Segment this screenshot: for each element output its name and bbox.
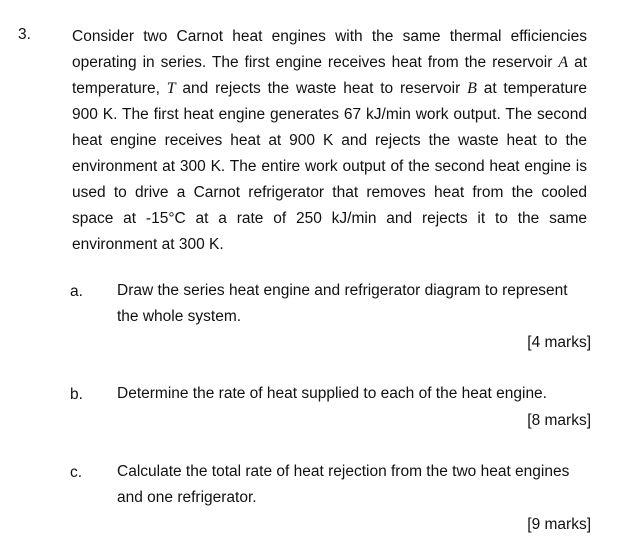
question-stem <box>72 24 587 258</box>
part-c-label: c. <box>70 464 83 481</box>
stem-text-2: at temperature, <box>72 54 588 97</box>
stem-text-4: at temperature 900 K. The first heat engine generates 67 kJ/min work output. The second heat engine receives heat at 900 K and rejects the waste heat to the environment at 300 K. The entire work output of the second heat engine is used to drive a Carnot refrigerator that removes heat from the cooled space at -15°C at a rate of 250 kJ/min and rejects it to the same environment at 300 K. <box>72 80 588 253</box>
part-a-label: a. <box>70 283 83 300</box>
variable-a: A <box>558 54 569 71</box>
part-a-marks: [4 marks] <box>527 334 591 351</box>
part-c-text: Calculate the total rate of heat rejection from the two heat engines and one refrigerator. <box>117 463 570 506</box>
part-a-text: Draw the series heat engine and refrigerator diagram to represent the whole system. <box>117 282 568 325</box>
question-number: 3. <box>18 26 31 43</box>
part-b-marks: [8 marks] <box>527 412 591 429</box>
part-b-label: b. <box>70 386 83 403</box>
part-b-text: Determine the rate of heat supplied to each of the heat engine. <box>117 385 547 402</box>
variable-b: B <box>467 80 477 97</box>
stem-text-1: Consider two Carnot heat engines with the same thermal efficiencies operating in series. The first engine receives heat from the reservoir <box>72 28 587 71</box>
part-c-marks: [9 marks] <box>527 516 591 533</box>
variable-t: T <box>166 80 176 97</box>
stem-text-3: and rejects the waste heat to reservoir <box>175 80 468 97</box>
